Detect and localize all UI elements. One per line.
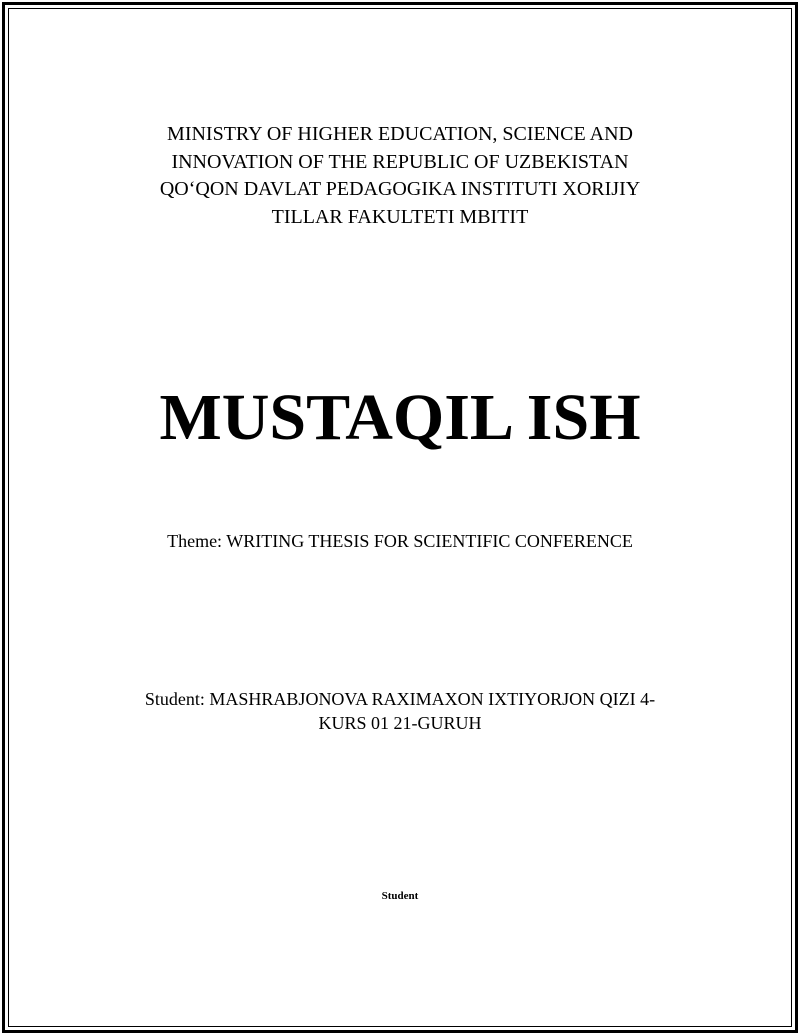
header-line: MINISTRY OF HIGHER EDUCATION, SCIENCE AND: [167, 123, 633, 145]
institution-header: [0, 121, 800, 231]
document-title: MUSTAQIL ISH: [159, 381, 641, 454]
student-info: [0, 687, 800, 735]
document-theme: Theme: WRITING THESIS FOR SCIENTIFIC CONFERENCE: [167, 531, 633, 551]
header-line: QO‘QON DAVLAT PEDAGOGIKA INSTITUTI XORIJIY: [159, 178, 641, 200]
header-line: TILLAR FAKULTETI MBITIT: [271, 205, 529, 228]
student-line: KURS 01 21-GURUH: [318, 713, 482, 733]
header-line: INNOVATION OF THE REPUBLIC OF UZBEKISTAN: [171, 150, 629, 173]
student-line: Student: MASHRABJONOVA RAXIMAXON IXTIYORJON QIZI 4-: [144, 689, 656, 709]
footer-student-label: Student: [381, 890, 419, 902]
